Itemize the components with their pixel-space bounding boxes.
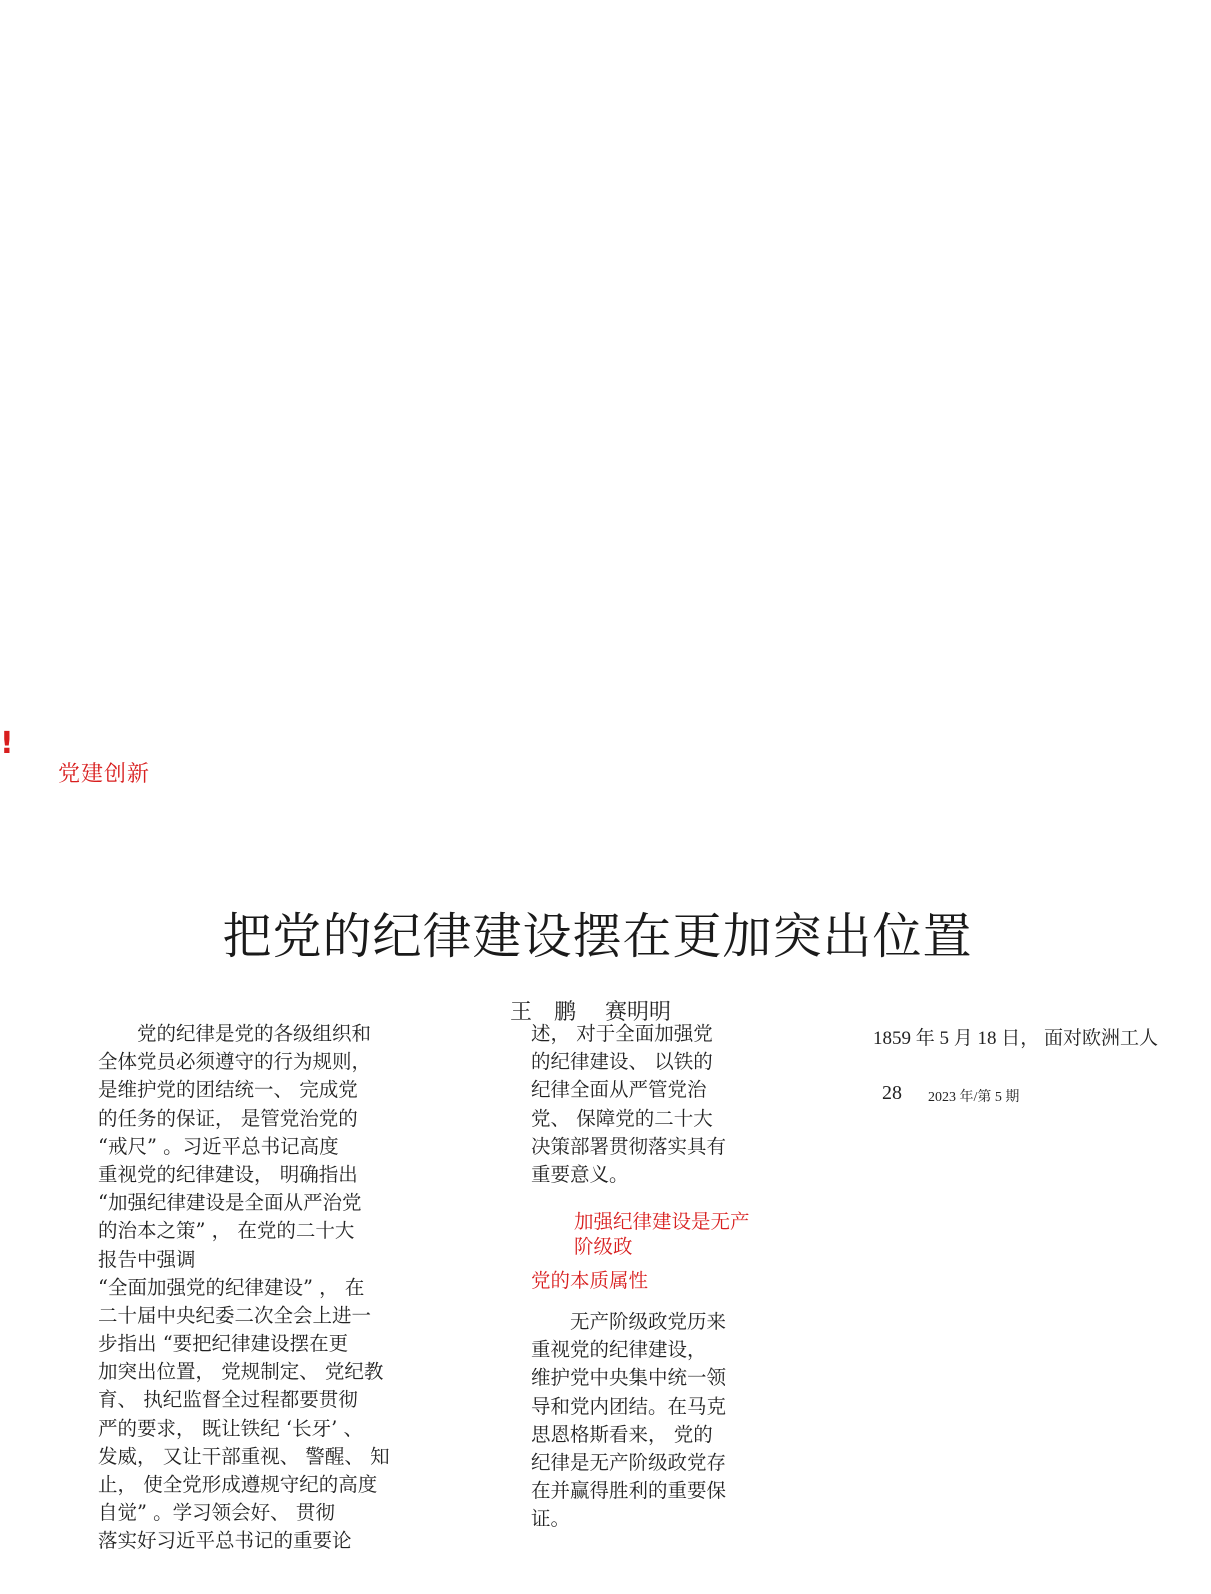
body-line: 无产阶级政党历来 — [531, 1310, 727, 1333]
body-line: 落实好习近平总书记的重要论 — [98, 1529, 352, 1553]
body-line: 重视党的纪律建设， — [531, 1338, 707, 1362]
subheading-line-2: 阶级政 — [574, 1235, 633, 1258]
article-authors: 王 鹏 赛明明 — [510, 1000, 671, 1025]
article-title: 把党的纪律建设摆在更加突出位置 — [222, 908, 973, 965]
body-line: 纪律全面从严管党治 — [531, 1078, 707, 1102]
body-line: 重视党的纪律建设， 明确指出 — [98, 1162, 358, 1186]
body-line: “戒尺” 。习近平总书记高度 — [98, 1134, 339, 1158]
body-line: 报告中强调 — [98, 1247, 196, 1271]
body-line: 步指出 “要把纪律建设摆在更 — [98, 1332, 349, 1356]
body-line: 导和党内团结。在马克 — [531, 1394, 727, 1418]
body-line: 加突出位置， 党规制定、 党纪教 — [98, 1360, 384, 1384]
body-line: “加强纪律建设是全面从严治党 — [98, 1191, 362, 1215]
body-line: 是维护党的团结统一、 完成党 — [98, 1078, 358, 1102]
body-column-2 — [531, 1020, 776, 1189]
body-column-1 — [98, 1020, 428, 1556]
section-label: 党建创新 — [58, 762, 151, 787]
body-line: 决策部署贯彻落实具有 — [531, 1134, 727, 1158]
body-line: 重要意义。 — [531, 1162, 629, 1186]
body-line: 止， 使全党形成遵规守纪的高度 — [98, 1473, 378, 1496]
body-line: 证。 — [531, 1507, 571, 1531]
body-line: 维护党中央集中统一领 — [531, 1366, 727, 1390]
body-line: 思恩格斯看来， 党的 — [531, 1422, 713, 1446]
body-line: 自觉” 。学习领会好、 贯彻 — [98, 1501, 335, 1525]
subheading-line-1: 加强纪律建设是无产 — [574, 1210, 750, 1233]
body-line: 在并赢得胜利的重要保 — [531, 1479, 727, 1503]
body-line: 党、 保障党的二十大 — [531, 1106, 713, 1130]
body-line: 的纪律建设、 以铁的 — [531, 1050, 713, 1074]
page-number: 28 — [882, 1082, 902, 1104]
subheading — [574, 1209, 750, 1259]
body-line: “全面加强党的纪律建设” ， 在 — [98, 1275, 365, 1299]
body-line: 育、 执纪监督全过程都要贯彻 — [98, 1388, 358, 1412]
body-line: 全体党员必须遵守的行为规则， — [98, 1050, 372, 1074]
body-line: 述， 对于全面加强党 — [531, 1022, 713, 1045]
body-line: 党的纪律是党的各级组织和 — [98, 1022, 372, 1045]
body-line: 纪律是无产阶级政党存 — [531, 1450, 727, 1474]
date-text: 1859 年 5 月 18 日， 面对欧洲工人 — [873, 1028, 1159, 1049]
body-line: 的治本之策” ， 在党的二十大 — [98, 1219, 355, 1243]
body-column-3 — [531, 1308, 776, 1534]
issue-label: 2023 年/第 5 期 — [928, 1090, 1020, 1105]
body-line: 的任务的保证， 是管党治党的 — [98, 1106, 358, 1130]
subheading-line-3: 党的本质属性 — [531, 1269, 649, 1292]
body-line: 发威， 又让干部重视、 警醒、 知 — [98, 1444, 390, 1468]
body-line: 二十届中央纪委二次全会上进一 — [98, 1303, 372, 1327]
body-line: 严的要求， 既让铁纪 ‘长牙’ 、 — [98, 1416, 363, 1440]
exclamation-mark: ! — [0, 726, 14, 761]
